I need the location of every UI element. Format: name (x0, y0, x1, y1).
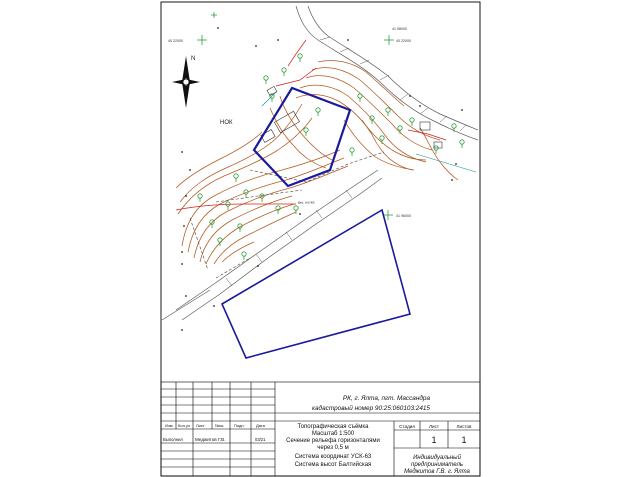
grid-label-1: 40 22000 (168, 39, 183, 43)
stamp-header-podp: Подп. (234, 423, 245, 428)
north-arrow-icon (172, 56, 200, 108)
stamp-sheet-value: 1 (431, 435, 437, 445)
north-arrow-label: N (191, 56, 196, 62)
stamp-org-line-2: предприниматель (411, 462, 463, 468)
road-label: бет. лотка (297, 200, 315, 205)
map-edge (162, 290, 210, 320)
stamp-performer-date: 03/21 (255, 437, 266, 442)
stamp-header-kolyuch: Кол.уч (178, 423, 190, 428)
road-ticks (226, 37, 466, 286)
stamp-title-line-5: Система координат УСК-63 (294, 454, 372, 460)
stamp-header-list: Лист (196, 423, 205, 428)
stamp-location: РК, г. Ялта, пгт. Массандра (342, 395, 430, 402)
utility-lines (262, 92, 476, 172)
map-area (162, 6, 478, 358)
stamp-header-izm: Изм. (165, 423, 174, 428)
stamp-sheet-label: Лист (429, 424, 439, 429)
stamp-performer-role: Выполнил (163, 437, 183, 442)
grid-label-3: 40 22000 (396, 39, 411, 43)
stamp-title-line-3: Сечение рельефа горизонталями (286, 438, 380, 444)
stamp-cadastral: кадастровый номер 90:25:060103:2415 (311, 405, 430, 412)
stamp-title-line-6: Система высот Балтийская (294, 462, 372, 468)
grid-cross-2 (384, 35, 394, 45)
stamp-header-data: Дата (256, 423, 265, 428)
stamp-sheets-value: 1 (461, 435, 467, 445)
vegetation (198, 12, 464, 260)
grid-label-2: 41 98000 (392, 27, 407, 31)
stamp-stage-label: Стадия (399, 424, 415, 429)
dimension-lines (176, 40, 446, 210)
grid-cross-1 (197, 35, 207, 45)
grid-label-4: 41 96000 (396, 214, 411, 218)
stamp-sheets-label: Листов (456, 424, 472, 429)
contour-lines (176, 60, 458, 264)
stamp-org-line-3: Меджитов Г.В. г. Ялта (404, 469, 470, 475)
second-parcel-boundary (222, 210, 410, 358)
area-label: НОК (220, 120, 233, 126)
stamp-title-line-2: Масштаб 1:500 (311, 431, 355, 437)
spot-heights (181, 27, 463, 331)
stamp-header-nok: №ок. (215, 423, 225, 428)
stamp-org-line-1: Индивидуальный (413, 455, 461, 461)
stamp-title-line-1: Топографическая съёмка (297, 424, 369, 430)
stamp-performer-name: Меджитов Г.В. (195, 437, 226, 442)
road (176, 6, 478, 320)
stamp-title-line-4: через 0,5 м (317, 445, 349, 451)
